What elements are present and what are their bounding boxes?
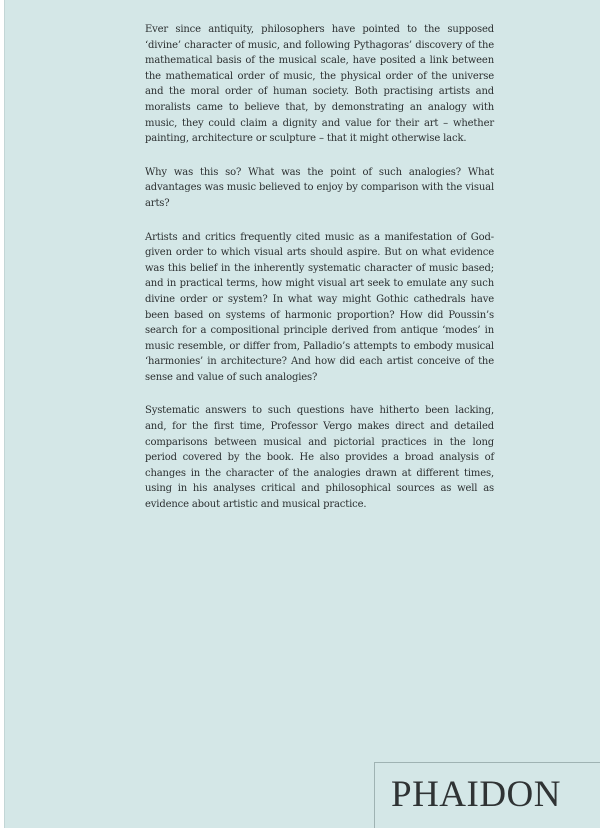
blurb-paragraph-4: Systematic answers to such questions have hitherto been lacking, and, for the first time, Professor Vergo makes direct and detailed comparisons between musical and pictorial practices in the long period covered by the book. He also provides a broad analysis of changes in the character of the analogies drawn at different times, using in his analyses critical and philosophical sources as well as evidence about artistic and musical practice. [145,405,494,511]
blurb-paragraph-2: Why was this so? What was the point of such analogies? What advantages was music believed to enjoy by comparison with the visual arts? [145,166,494,209]
blurb-paragraph-3: Artists and critics frequently cited music as a manifestation of God-given order to which visual arts should aspire. But on what evidence was this belief in the inherently systematic character of music based; and in practical terms, how might visual art seek to emulate any such divine order or system? In what way might Gothic cathedrals have been based on systems of harmonic proportion? How did Poussin’s search for a compositional principle derived from antique ‘modes’ in music resemble, or differ from, Palladio’s attempts to embody musical ‘harmonies’ in architecture? And how did each artist conceive of the sense and value of such analogies? [145,231,494,383]
publisher-logo: PHAIDON [391,774,561,815]
blurb-text [145,22,494,531]
back-cover [4,0,600,828]
publisher-panel [374,762,600,828]
blurb-paragraph-1: Ever since antiquity, philosophers have pointed to the supposed ‘divine’ character of music, and following Pythagoras’ discovery of the mathematical basis of the musical scale, have posited a link between the mathematical order of music, the physical order of the universe and the moral order of human society. Both practising artists and moralists came to believe that, by demonstrating an analogy with music, they could claim a dignity and value for their art – whether painting, architecture or sculpture – that it might otherwise lack. [145,24,494,145]
